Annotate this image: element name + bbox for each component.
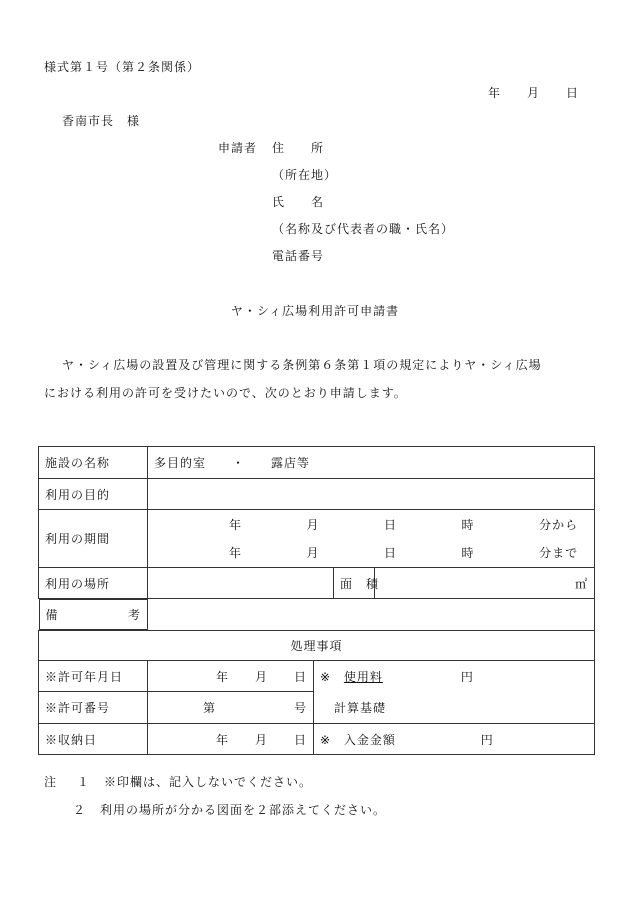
deposit-label: 入金金額 [343,732,396,747]
deposit-mark: ※ [320,732,332,747]
row-remarks [39,599,595,631]
remarks-field[interactable] [148,599,595,631]
calc-basis-label: 計算基礎 [314,692,595,724]
row-permit-date [39,661,595,692]
place-field[interactable] [148,568,334,599]
area-unit: ㎡ [575,576,589,591]
period-start-hour: 時 [461,517,475,532]
place-label: 利用の場所 [39,568,148,599]
fee-mark: ※ [320,669,332,684]
row-permit-no [39,692,595,724]
permit-no-prefix: 第 [203,701,217,715]
location-label: （所在地） [272,168,338,182]
period-start-day: 日 [384,517,398,532]
remarks-label-1: 備 [45,608,59,622]
period-end-month: 月 [306,545,320,560]
addressee: 香南市長 様 [62,114,141,128]
fee-label: 使用料 [343,669,383,684]
body-line-2: における利用の許可を受けたいので、次のとおり申請します。 [44,386,407,400]
row-period [39,510,595,568]
applicant-label: 申請者 [218,141,258,155]
receipt-date-label: ※収納日 [39,724,148,755]
fee-unit: 円 [460,669,474,684]
period-label: 利用の期間 [39,510,148,568]
note-2-text: 利用の場所が分かる図面を２部添えてください。 [100,803,387,817]
row-purpose [39,479,595,510]
permit-no-label: ※許可番号 [39,692,148,724]
note-label: 注 [44,775,58,789]
facility-label: 施設の名称 [39,447,148,479]
row-place [39,568,595,599]
period-end-year: 年 [229,545,243,560]
permit-no-value [148,692,314,724]
period-end-day: 日 [384,545,398,560]
period-start-month: 月 [306,517,320,532]
address-label: 住 所 [272,141,325,155]
area-label: 面 積 [334,568,375,599]
deposit-cell [314,724,595,755]
fee-cell [314,661,595,692]
notes [44,768,386,824]
note-1 [44,768,386,796]
document-title: ヤ・シィ広場利用許可申請書 [230,304,400,318]
note-2-number: ２ [73,803,87,817]
permit-date-value: 年 月 日 [148,661,314,692]
name-label: 氏 名 [272,195,325,209]
period-end-minute: 分まで [539,545,579,560]
period-field[interactable] [148,510,595,568]
application-form-table [38,446,595,755]
deposit-unit: 円 [480,732,494,747]
period-start-year: 年 [229,517,243,532]
body-line-1: ヤ・シィ広場の設置及び管理に関する条例第６条第１項の規定によりヤ・シィ広場 [62,358,542,372]
period-start-minute: 分から [539,517,579,532]
area-field[interactable] [375,568,595,599]
facility-value: 多目的室 ・ 露店等 [148,447,595,479]
purpose-field[interactable] [148,479,595,510]
remarks-label [39,599,148,630]
permit-no-suffix: 号 [293,701,307,715]
fee-field [344,668,474,685]
phone-label: 電話番号 [272,249,325,263]
period-end [154,539,588,567]
period-start [154,511,588,539]
processing-header: 処理事項 [39,631,595,661]
note-2 [44,796,386,824]
permit-date-label: ※許可年月日 [39,661,148,692]
row-receipt-date [39,724,595,755]
note-1-number: １ [77,775,91,789]
receipt-date-value: 年 月 日 [148,724,314,755]
form-number: 様式第１号（第２条関係） [44,60,201,74]
purpose-label: 利用の目的 [39,479,148,510]
name-note: （名称及び代表者の職・氏名） [272,222,455,236]
period-end-hour: 時 [461,545,475,560]
row-facility [39,447,595,479]
date-line: 年 月 日 [488,86,580,100]
row-processing-header [39,631,595,661]
remarks-label-2: 考 [127,608,141,622]
note-1-text: ※印欄は、記入しないでください。 [104,775,313,789]
